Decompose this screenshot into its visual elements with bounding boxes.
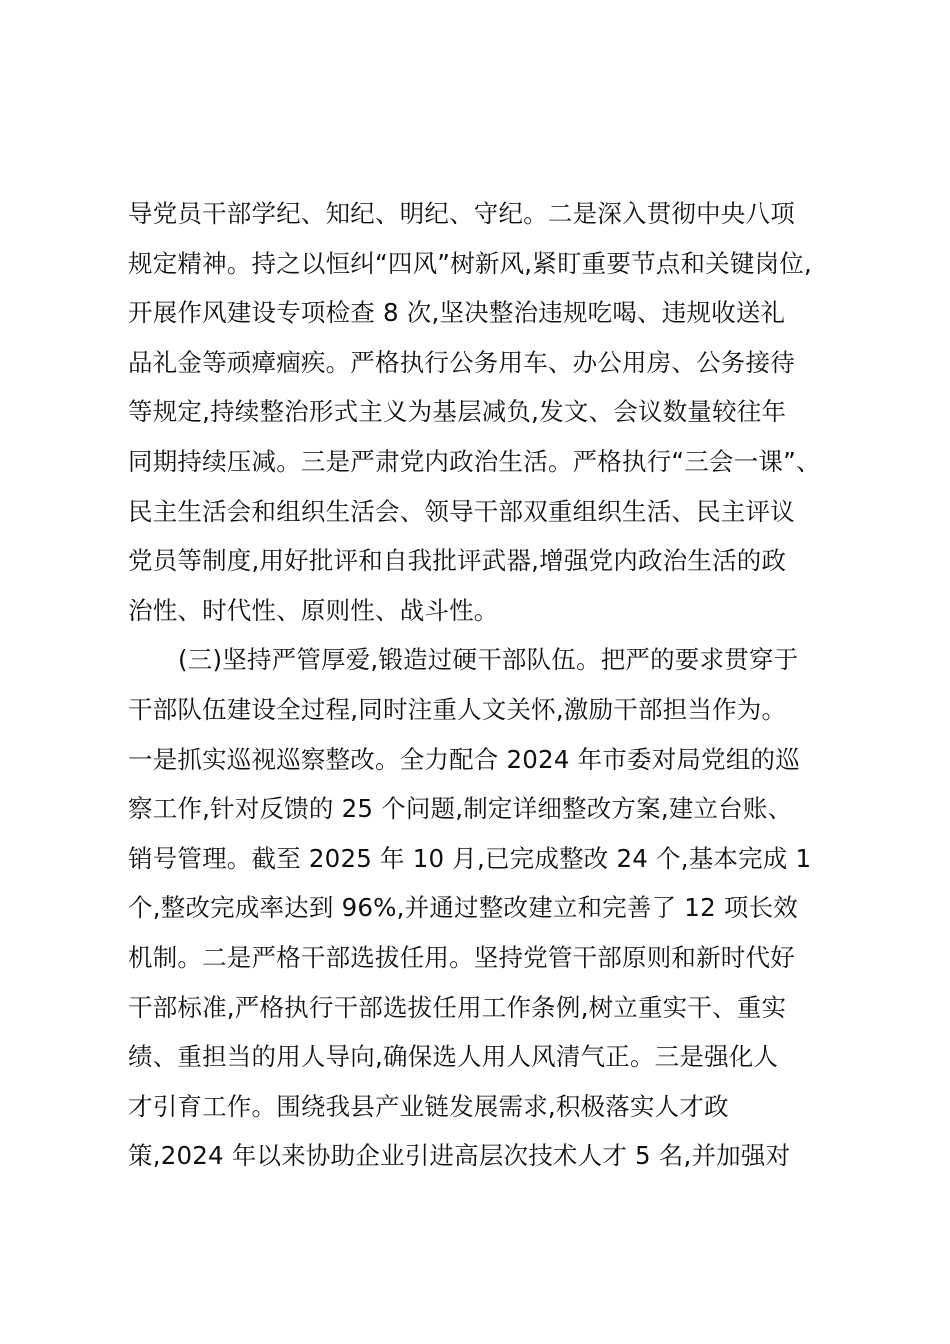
text-line: 品礼金等顽瘴痼疾。严格执行公务用车、办公用房、公务接待: [128, 347, 795, 377]
text-line: 干部队伍建设全过程,同时注重人文关怀,激励干部担当作为。: [128, 694, 787, 724]
section-heading-line: (三)坚持严管厚爱,锻造过硬干部队伍。把严的要求贯穿于: [178, 645, 799, 675]
text-line: 治性、时代性、原则性、战斗性。: [128, 595, 499, 625]
paragraph-section-3: [128, 642, 828, 1188]
text-line: 个,整改完成率达到 96%,并通过整改建立和完善了 12 项长效: [128, 893, 798, 923]
text-line: 察工作,针对反馈的 25 个问题,制定详细整改方案,建立台账、: [128, 794, 793, 824]
text-line: 才引育工作。围绕我县产业链发展需求,积极落实人才政: [128, 1091, 729, 1121]
text-line: 导党员干部学纪、知纪、明纪、守纪。二是深入贯彻中央八项: [128, 199, 795, 228]
text-line: 干部标准,严格执行干部选拔任用工作条例,树立重实干、重实: [128, 992, 787, 1022]
text-line: 绩、重担当的用人导向,确保选人用人风清气正。三是强化人: [128, 1042, 779, 1072]
text-line: 机制。二是严格干部选拔任用。坚持党管干部原则和新时代好: [128, 942, 795, 972]
text-line: 一是抓实巡视巡察整改。全力配合 2024 年市委对局党组的巡: [128, 744, 800, 774]
text-line: 销号管理。截至 2025 年 10 月,已完成整改 24 个,基本完成 1: [128, 843, 812, 873]
paragraph-continued: [128, 196, 828, 642]
text-line: 党员等制度,用好批评和自我批评武器,增强党内政治生活的政: [128, 546, 787, 576]
body-text: [128, 196, 828, 1188]
text-line: 策,2024 年以来协助企业引进高层次技术人才 5 名,并加强对: [128, 1141, 791, 1171]
text-line: 民主生活会和组织生活会、领导干部双重组织生活、民主评议: [128, 496, 795, 526]
text-line: 等规定,持续整治形式主义为基层减负,发文、会议数量较往年: [128, 397, 787, 427]
text-line: 开展作风建设专项检查 8 次,坚决整治违规吃喝、违规收送礼: [128, 298, 786, 328]
text-line: 规定精神。持之以恒纠“四风”树新风,紧盯重要节点和关键岗位,: [128, 248, 812, 278]
text-line: 同期持续压减。三是严肃党内政治生活。严格执行“三会一课”、: [128, 446, 821, 476]
